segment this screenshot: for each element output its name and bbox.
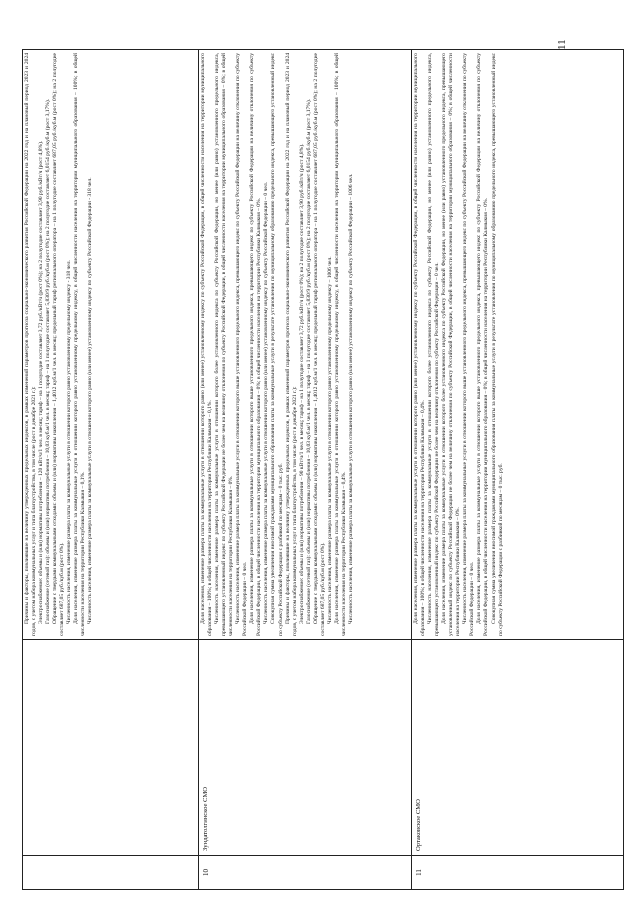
indices-table bbox=[22, 49, 624, 890]
paragraph: Численность населения, изменение размера платы за коммунальные услуги в отношении которого равно (или менее) установленному индексу по субъекту Российской Федерации – 1006 чел. bbox=[347, 173, 354, 624]
paragraph: Причины и факторы, повлиявшие на величину утвержденных предельных индексов, в рамках изменений параметров прогноза социально-экономического развития Российской Федерации на 2022 год и на плановый период 2023 и 2024 годов, с учетом набора коммунальных услуг и типа благоустройства, в том числе (рост в декабре 2021 г.): bbox=[24, 53, 38, 636]
paragraph: Доля населения, изменение размера платы за коммунальные услуги в отношении которого равно (или менее) установленному индексу по субъекту Российской Федерации, в общей численности населения на территории муниципального образования – 100%; в общей численности населения на территории Республики Калмыкия – 0,4%. bbox=[413, 53, 427, 636]
row-description bbox=[412, 50, 624, 640]
row-description bbox=[199, 50, 412, 640]
paragraph: Доля населения, изменение размера платы за коммунальные услуги в отношении которого равно (или менее) установленному индексу по субъекту Российской Федерации, в общей численности населения на территории муниципального образования – 100%; в общей численности населения на территории Республики Калмыкия – 0,1%. bbox=[200, 53, 214, 636]
municipality-name bbox=[23, 640, 199, 856]
paragraph: Численность населения, изменение размера платы за коммунальные услуги в отношении которого равно установленному предельному индексу - 318 чел. bbox=[66, 260, 73, 624]
paragraph: Газоснабжение (сетевой газ): объемы и (или) нормативы потребления – 10,03 куб.м/1 чел. в месяц; тариф – на 1 полугодие составляет 5,830/9 руб./куб.м (рост 0%); на 2 полугодие составляет 6,0154 руб./куб.м (рост 3,17%). bbox=[45, 98, 52, 624]
paragraph: Совокупная сумма увеличения вносимой гражданами муниципального образования платы за коммунальные услуги в результате установления по муниципальному образованию предельного индекса, превышающего установленный индекс по субъекту Российской Федерации с разбивкой по месяцам – 0 тыс. руб. bbox=[490, 53, 504, 636]
page-number: 11 bbox=[556, 39, 568, 50]
paragraph: Обращение с твердыми коммунальными отходами: объемы и (или) нормативы накопления – 1,4012 куб.м/1 чел. в месяц; предельный тариф регионального оператора – на 1 полугодие составляет 687,05 руб./куб.м (рост 0%); на 2 полугодие составляет 687,05 руб./куб.м (рост 0%). bbox=[52, 53, 66, 636]
row-number: 10 bbox=[199, 856, 412, 890]
table-row bbox=[412, 50, 624, 890]
paragraph: Совокупная сумма увеличения вносимой гражданами муниципального образования платы за коммунальные услуги в результате установления по муниципальному образованию предельного индекса, превышающего установленный индекс по субъекту Российской Федерации с разбивкой по месяцам – 0 тыс. руб. bbox=[270, 53, 284, 636]
paragraph: Численность населения, изменение размера платы за коммунальные услуги в отношении которого равно установленному предельному индексу – 1006 чел. bbox=[326, 256, 333, 624]
paragraph: Численность населения, изменение размера платы за коммунальные услуги в отношении которого более установленного индекса по субъекту Российской Федерации, но менее (или равно) установленного предельного индекса, превышающего установленный индекс по субъекту Российской Федерации не более чем на величину отклонения по субъекту Российской Федерации – 0 чел. bbox=[427, 53, 441, 636]
paragraph: Численность населения, изменение размера платы за коммунальные услуги в отношении которого более установленного индекса по субъекту Российской Федерации, но менее (или равно) установленного предельного индекса, превышающего установленный индекс по субъекту Российской Федерации не более чем на величину отклонения по субъекту Российской Федерации, в общей численности населения на территории муниципального образования – 0%; в общей численности населения на территории Республики Калмыкия – 0%. bbox=[214, 53, 235, 636]
table-row bbox=[23, 50, 199, 890]
row-number bbox=[23, 856, 199, 890]
table-row bbox=[199, 50, 412, 890]
paragraph: Доля населения, изменение размера платы за коммунальные услуги в отношении которого выше установленного предельного индекса, превышающего индекс по субъекту Российской Федерации на величину отклонения по субъекту Российской Федерации, в общей численности населения на территории муниципального образования – 0%; в общей численности населения на территории Республики Калмыкия – 0%. bbox=[249, 53, 263, 636]
paragraph: Электроснабжение: объемы и (или) нормативы потребления – 120 кВт/ч/1 чел. в месяц; тариф – на 1 полугодие составляет 3,72 руб./кВт/ч (рост 0%); на 2 полугодие составляет 3,90 руб./кВт/ч (рост 4,8%). bbox=[38, 140, 45, 624]
paragraph: Электроснабжение: объемы и (или) нормативы потребления – 90 кВт/ч/1 чел. в месяц; тариф – на 1 полугодие составляет 3,72 руб./кВт/ч (рост 0%); на 2 полугодие составляет 3,90 руб./кВт/ч (рост 4,8%). bbox=[298, 143, 305, 624]
paragraph: Доля населения, изменение размера платы за коммунальные услуги в отношении которого равно установленному предельному индексу, в общей численности населения на территории муниципального образования – 100%; в общей численности населения на территории Республики Калмыкия – 0,4%. bbox=[333, 53, 347, 636]
paragraph: Численность населения, изменение размера платы за коммунальные услуги в отношении которого выше установленного предельного индекса, превышающего индекс по субъекту Российской Федерации на величину отклонения по субъекту Российской Федерации – 0 чел. bbox=[235, 53, 249, 636]
paragraph: Численность населения, изменение размера платы за коммунальные услуги в отношении которого равно (или менее) установленному индексу по субъекту Российской Федерации – 0 чел. bbox=[263, 182, 270, 624]
paragraph: Численность населения, изменение размера платы за коммунальные услуги в отношении которого выше установленного предельного индекса, превышающего индекс по субъекту Российской Федерации на величину отклонения по субъекту Российской Федерации – 0 чел. bbox=[462, 53, 476, 636]
paragraph: Доля населения, изменение размера платы за коммунальные услуги в отношении которого равно установленному предельному индексу, в общей численности населения на территории муниципального образования – 100%; в общей численности населения на территории Республики Калмыкия – 0,1%. bbox=[73, 53, 87, 636]
paragraph: Причины и факторы, повлиявшие на величину утвержденных предельных индексов, в рамках изменений параметров прогноза социально-экономического развития Российской Федерации на 2022 год и на плановый период 2023 и 2024 годов, с учетом набора коммунальных услуг и типа благоустройства, в том числе (рост в декабре 2021 г.): bbox=[284, 53, 298, 636]
municipality-name: Зундатолгинское СМО bbox=[199, 640, 412, 856]
paragraph: Обращение с твердыми коммунальными отходами: объемы и (или) нормативы накопления – 1,4012 куб.м/1 чел. в месяц; предельный тариф регионального оператора – на 1 полугодие составляет 687,05 руб./куб.м (рост 0%); на 2 полугодие составляет 687,05 руб./куб.м (рост 0%). bbox=[312, 53, 326, 636]
row-number: 11 bbox=[412, 856, 624, 890]
paragraph: Газоснабжение (сетевой газ): объемы и (или) нормативы потребления – 10,03 куб.м/1 чел. в месяц; тариф – на 1 полугодие составляет 5,830/9 руб./куб.м (рост 0%); на 2 полугодие составляет 6,0154 руб./куб.м (рост 3,17%). bbox=[305, 98, 312, 624]
paragraph: Доля населения, изменение размера платы за коммунальные услуги в отношении которого более установленного индекса по субъекту Российской Федерации, но менее (или равно) установленного предельного индекса, превышающего установленный индекс по субъекту Российской Федерации не более чем на величину отклонения по субъекту Российской Федерации, в общей численности населения на территории муниципального образования – 0%; в общей численности населения на территории Республики Калмыкия – 0%. bbox=[441, 53, 462, 636]
paragraph: Доля населения, изменение размера платы за коммунальные услуги в отношении которого выше установленного предельного индекса, превышающего индекс по субъекту Российской Федерации на величину отклонения по субъекту Российской Федерации, в общей численности населения на территории муниципального образования – 0%; в общей численности населения на территории Республики Калмыкия – 0%. bbox=[476, 53, 490, 636]
paragraph: Численность населения, изменение размера платы за коммунальные услуги в отношении которого равно (или менее) установленному индексу по субъекту Российской Федерации - 318 чел. bbox=[87, 177, 94, 624]
row-description bbox=[23, 50, 199, 640]
municipality-name: Ортаковское СМО bbox=[412, 640, 624, 856]
